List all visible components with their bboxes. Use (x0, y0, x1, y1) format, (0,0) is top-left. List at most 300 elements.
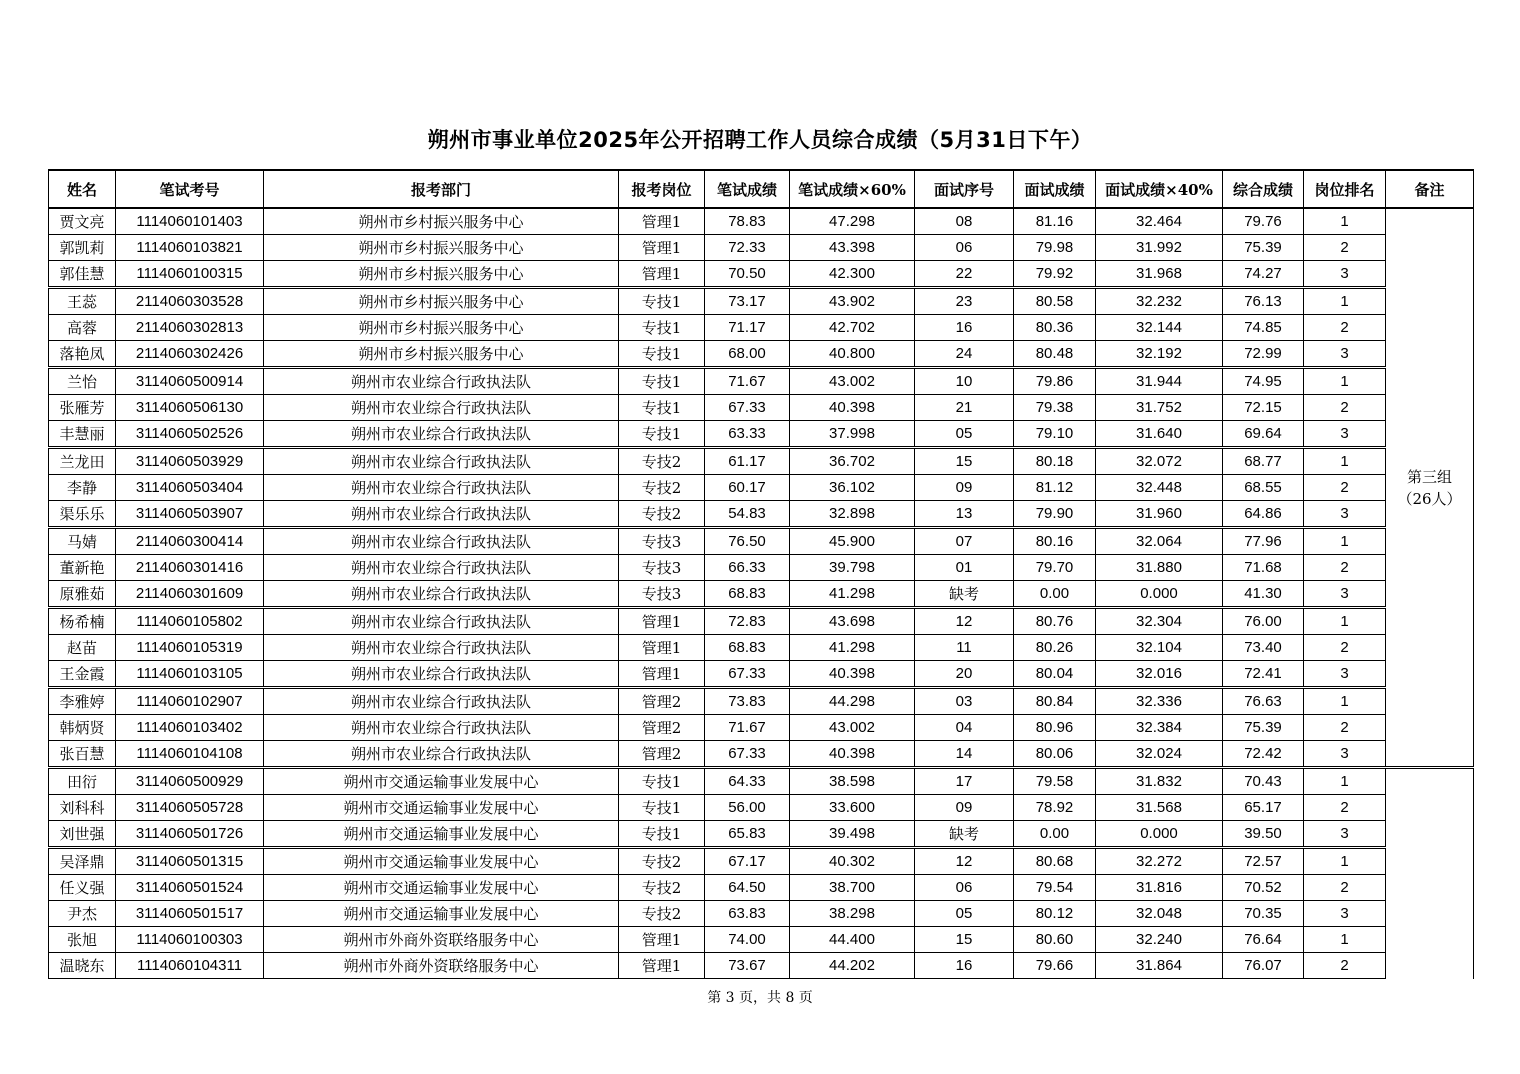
cell-name: 张百慧 (49, 741, 116, 768)
cell-department: 朔州市乡村振兴服务中心 (264, 288, 619, 315)
cell-written-weighted: 43.902 (790, 288, 915, 315)
cell-written-weighted: 38.298 (790, 901, 915, 927)
cell-position: 管理1 (619, 208, 705, 235)
cell-department: 朔州市农业综合行政执法队 (264, 715, 619, 741)
cell-department: 朔州市乡村振兴服务中心 (264, 261, 619, 288)
cell-total-score: 76.13 (1223, 288, 1304, 315)
cell-exam-id: 1114060101403 (116, 208, 264, 235)
cell-written-score: 70.50 (705, 261, 790, 288)
cell-interview-score: 80.48 (1014, 341, 1096, 368)
cell-rank: 3 (1304, 661, 1386, 688)
cell-total-score: 70.43 (1223, 768, 1304, 795)
cell-written-weighted: 38.700 (790, 875, 915, 901)
cell-written-weighted: 40.398 (790, 741, 915, 768)
cell-interview-weighted: 32.384 (1096, 715, 1223, 741)
cell-department: 朔州市农业综合行政执法队 (264, 661, 619, 688)
cell-position: 管理1 (619, 235, 705, 261)
cell-interview-order: 17 (915, 768, 1014, 795)
cell-department: 朔州市外商外资联络服务中心 (264, 953, 619, 979)
table-row (49, 688, 1474, 715)
cell-interview-order: 15 (915, 927, 1014, 953)
cell-total-score: 68.55 (1223, 475, 1304, 501)
cell-interview-order: 10 (915, 368, 1014, 395)
cell-interview-score: 80.06 (1014, 741, 1096, 768)
cell-written-score: 65.83 (705, 821, 790, 848)
cell-interview-weighted: 31.992 (1096, 235, 1223, 261)
cell-written-score: 64.33 (705, 768, 790, 795)
cell-written-weighted: 43.002 (790, 368, 915, 395)
cell-rank: 1 (1304, 528, 1386, 555)
cell-exam-id: 2114060301609 (116, 581, 264, 608)
cell-exam-id: 1114060100315 (116, 261, 264, 288)
cell-name: 渠乐乐 (49, 501, 116, 528)
table-row (49, 288, 1474, 315)
cell-interview-order: 14 (915, 741, 1014, 768)
cell-rank: 3 (1304, 501, 1386, 528)
cell-rank: 2 (1304, 475, 1386, 501)
cell-interview-score: 80.58 (1014, 288, 1096, 315)
cell-interview-weighted: 32.024 (1096, 741, 1223, 768)
table-row (49, 555, 1474, 581)
group-note-label: 第三组 (1406, 467, 1452, 486)
cell-interview-order: 11 (915, 635, 1014, 661)
cell-interview-weighted: 32.448 (1096, 475, 1223, 501)
cell-exam-id: 3114060501315 (116, 848, 264, 875)
cell-written-score: 72.83 (705, 608, 790, 635)
table-row (49, 501, 1474, 528)
cell-position: 专技2 (619, 475, 705, 501)
cell-total-score: 71.68 (1223, 555, 1304, 581)
cell-interview-score: 80.26 (1014, 635, 1096, 661)
cell-name: 丰慧丽 (49, 421, 116, 448)
cell-department: 朔州市交通运输事业发展中心 (264, 821, 619, 848)
cell-exam-id: 1114060103821 (116, 235, 264, 261)
cell-exam-id: 3114060501524 (116, 875, 264, 901)
cell-exam-id: 3114060505728 (116, 795, 264, 821)
cell-position: 专技1 (619, 821, 705, 848)
cell-name: 韩炳贤 (49, 715, 116, 741)
cell-total-score: 72.99 (1223, 341, 1304, 368)
cell-interview-weighted: 31.752 (1096, 395, 1223, 421)
cell-exam-id: 2114060302813 (116, 315, 264, 341)
cell-total-score: 75.39 (1223, 715, 1304, 741)
cell-written-weighted: 44.400 (790, 927, 915, 953)
cell-written-score: 56.00 (705, 795, 790, 821)
cell-written-weighted: 39.798 (790, 555, 915, 581)
header-name: 姓名 (49, 170, 116, 208)
cell-total-score: 68.77 (1223, 448, 1304, 475)
table-row (49, 848, 1474, 875)
cell-written-score: 63.83 (705, 901, 790, 927)
cell-total-score: 73.40 (1223, 635, 1304, 661)
cell-name: 尹杰 (49, 901, 116, 927)
cell-written-score: 78.83 (705, 208, 790, 235)
cell-interview-score: 81.12 (1014, 475, 1096, 501)
header-rank: 岗位排名 (1304, 170, 1386, 208)
cell-interview-score: 80.60 (1014, 927, 1096, 953)
table-row (49, 448, 1474, 475)
cell-department: 朔州市乡村振兴服务中心 (264, 315, 619, 341)
cell-interview-weighted: 31.960 (1096, 501, 1223, 528)
cell-interview-weighted: 32.072 (1096, 448, 1223, 475)
table-row (49, 261, 1474, 288)
table-row (49, 875, 1474, 901)
cell-department: 朔州市农业综合行政执法队 (264, 395, 619, 421)
table-row (49, 608, 1474, 635)
cell-exam-id: 2114060302426 (116, 341, 264, 368)
cell-interview-score: 79.86 (1014, 368, 1096, 395)
cell-interview-weighted: 31.816 (1096, 875, 1223, 901)
cell-written-score: 60.17 (705, 475, 790, 501)
cell-written-weighted: 47.298 (790, 208, 915, 235)
cell-exam-id: 3114060506130 (116, 395, 264, 421)
cell-department: 朔州市农业综合行政执法队 (264, 741, 619, 768)
cell-total-score: 74.27 (1223, 261, 1304, 288)
cell-exam-id: 1114060104311 (116, 953, 264, 979)
cell-name: 郭凯莉 (49, 235, 116, 261)
cell-total-score: 70.52 (1223, 875, 1304, 901)
cell-department: 朔州市农业综合行政执法队 (264, 555, 619, 581)
cell-interview-score: 80.16 (1014, 528, 1096, 555)
cell-interview-score: 80.12 (1014, 901, 1096, 927)
cell-rank: 2 (1304, 715, 1386, 741)
cell-interview-weighted: 32.048 (1096, 901, 1223, 927)
cell-name: 任义强 (49, 875, 116, 901)
cell-written-score: 67.33 (705, 741, 790, 768)
cell-department: 朔州市交通运输事业发展中心 (264, 768, 619, 795)
cell-interview-order: 15 (915, 448, 1014, 475)
cell-department: 朔州市交通运输事业发展中心 (264, 901, 619, 927)
cell-exam-id: 3114060502526 (116, 421, 264, 448)
cell-rank: 1 (1304, 927, 1386, 953)
cell-total-score: 77.96 (1223, 528, 1304, 555)
cell-position: 管理1 (619, 661, 705, 688)
cell-interview-score: 79.70 (1014, 555, 1096, 581)
cell-rank: 2 (1304, 635, 1386, 661)
cell-written-score: 71.17 (705, 315, 790, 341)
cell-interview-order: 12 (915, 848, 1014, 875)
cell-rank: 3 (1304, 261, 1386, 288)
cell-written-score: 54.83 (705, 501, 790, 528)
cell-exam-id: 1114060103105 (116, 661, 264, 688)
cell-total-score: 76.00 (1223, 608, 1304, 635)
table-body (49, 208, 1474, 979)
table-row (49, 715, 1474, 741)
table-row (49, 927, 1474, 953)
header-department: 报考部门 (264, 170, 619, 208)
cell-interview-order: 21 (915, 395, 1014, 421)
cell-name: 郭佳慧 (49, 261, 116, 288)
cell-rank: 1 (1304, 368, 1386, 395)
cell-written-weighted: 41.298 (790, 635, 915, 661)
cell-written-score: 73.67 (705, 953, 790, 979)
group-note-3 (1386, 208, 1474, 768)
header-interview-weighted: 面试成绩×40% (1096, 170, 1223, 208)
cell-total-score: 70.35 (1223, 901, 1304, 927)
cell-rank: 1 (1304, 848, 1386, 875)
group-note-count: （26人） (1397, 489, 1462, 508)
cell-rank: 1 (1304, 288, 1386, 315)
header-written-weighted: 笔试成绩×60% (790, 170, 915, 208)
cell-position: 专技2 (619, 848, 705, 875)
cell-position: 专技1 (619, 768, 705, 795)
cell-written-weighted: 42.300 (790, 261, 915, 288)
table-row (49, 341, 1474, 368)
cell-name: 李静 (49, 475, 116, 501)
cell-written-score: 72.33 (705, 235, 790, 261)
table-row (49, 768, 1474, 795)
cell-exam-id: 2114060300414 (116, 528, 264, 555)
cell-written-score: 73.17 (705, 288, 790, 315)
cell-total-score: 72.42 (1223, 741, 1304, 768)
cell-total-score: 72.57 (1223, 848, 1304, 875)
cell-written-weighted: 45.900 (790, 528, 915, 555)
cell-interview-order: 08 (915, 208, 1014, 235)
table-row (49, 368, 1474, 395)
cell-total-score: 76.63 (1223, 688, 1304, 715)
cell-written-score: 67.33 (705, 661, 790, 688)
cell-exam-id: 3114060501726 (116, 821, 264, 848)
cell-interview-weighted: 32.104 (1096, 635, 1223, 661)
cell-department: 朔州市乡村振兴服务中心 (264, 208, 619, 235)
cell-written-weighted: 38.598 (790, 768, 915, 795)
table-row (49, 661, 1474, 688)
cell-name: 田衍 (49, 768, 116, 795)
cell-exam-id: 1114060104108 (116, 741, 264, 768)
cell-name: 吴泽鼎 (49, 848, 116, 875)
cell-exam-id: 1114060105319 (116, 635, 264, 661)
cell-rank: 1 (1304, 688, 1386, 715)
cell-name: 高蓉 (49, 315, 116, 341)
cell-interview-score: 80.18 (1014, 448, 1096, 475)
cell-exam-id: 3114060503929 (116, 448, 264, 475)
cell-interview-order: 24 (915, 341, 1014, 368)
cell-written-score: 61.17 (705, 448, 790, 475)
cell-interview-score: 79.90 (1014, 501, 1096, 528)
cell-interview-order: 05 (915, 901, 1014, 927)
cell-rank: 2 (1304, 875, 1386, 901)
table-row (49, 208, 1474, 235)
cell-written-score: 76.50 (705, 528, 790, 555)
cell-position: 管理1 (619, 261, 705, 288)
cell-name: 贾文亮 (49, 208, 116, 235)
cell-interview-weighted: 31.568 (1096, 795, 1223, 821)
cell-interview-weighted: 32.232 (1096, 288, 1223, 315)
cell-total-score: 39.50 (1223, 821, 1304, 848)
table-row (49, 741, 1474, 768)
cell-position: 管理1 (619, 927, 705, 953)
cell-name: 董新艳 (49, 555, 116, 581)
cell-department: 朔州市农业综合行政执法队 (264, 501, 619, 528)
cell-exam-id: 3114060503907 (116, 501, 264, 528)
cell-total-score: 76.07 (1223, 953, 1304, 979)
cell-written-score: 71.67 (705, 368, 790, 395)
cell-department: 朔州市农业综合行政执法队 (264, 421, 619, 448)
cell-exam-id: 3114060500929 (116, 768, 264, 795)
cell-position: 专技2 (619, 448, 705, 475)
cell-interview-weighted: 31.944 (1096, 368, 1223, 395)
cell-written-weighted: 41.298 (790, 581, 915, 608)
score-table (48, 169, 1474, 979)
cell-interview-weighted: 32.144 (1096, 315, 1223, 341)
cell-interview-order: 04 (915, 715, 1014, 741)
cell-interview-weighted: 0.000 (1096, 581, 1223, 608)
cell-interview-weighted: 32.240 (1096, 927, 1223, 953)
cell-interview-order: 缺考 (915, 821, 1014, 848)
cell-total-score: 74.95 (1223, 368, 1304, 395)
table-row (49, 795, 1474, 821)
cell-interview-weighted: 31.968 (1096, 261, 1223, 288)
cell-written-weighted: 42.702 (790, 315, 915, 341)
cell-department: 朔州市外商外资联络服务中心 (264, 927, 619, 953)
cell-exam-id: 3114060501517 (116, 901, 264, 927)
cell-written-weighted: 44.202 (790, 953, 915, 979)
cell-written-weighted: 36.102 (790, 475, 915, 501)
cell-department: 朔州市交通运输事业发展中心 (264, 875, 619, 901)
cell-name: 张雁芳 (49, 395, 116, 421)
cell-interview-score: 79.10 (1014, 421, 1096, 448)
cell-written-score: 63.33 (705, 421, 790, 448)
cell-interview-order: 13 (915, 501, 1014, 528)
cell-interview-score: 81.16 (1014, 208, 1096, 235)
cell-department: 朔州市农业综合行政执法队 (264, 448, 619, 475)
cell-position: 专技1 (619, 288, 705, 315)
cell-interview-weighted: 31.880 (1096, 555, 1223, 581)
cell-department: 朔州市农业综合行政执法队 (264, 581, 619, 608)
cell-interview-weighted: 32.336 (1096, 688, 1223, 715)
table-row (49, 635, 1474, 661)
cell-department: 朔州市交通运输事业发展中心 (264, 795, 619, 821)
cell-written-score: 73.83 (705, 688, 790, 715)
cell-total-score: 76.64 (1223, 927, 1304, 953)
cell-rank: 1 (1304, 768, 1386, 795)
cell-interview-score: 80.96 (1014, 715, 1096, 741)
cell-interview-weighted: 31.640 (1096, 421, 1223, 448)
header-exam-id: 笔试考号 (116, 170, 264, 208)
cell-written-score: 67.33 (705, 395, 790, 421)
cell-department: 朔州市交通运输事业发展中心 (264, 848, 619, 875)
cell-position: 管理2 (619, 688, 705, 715)
cell-interview-order: 22 (915, 261, 1014, 288)
table-row (49, 528, 1474, 555)
cell-position: 专技1 (619, 341, 705, 368)
cell-interview-order: 20 (915, 661, 1014, 688)
cell-total-score: 41.30 (1223, 581, 1304, 608)
cell-written-score: 66.33 (705, 555, 790, 581)
cell-total-score: 72.15 (1223, 395, 1304, 421)
header-interview-order: 面试序号 (915, 170, 1014, 208)
header-notes: 备注 (1386, 170, 1474, 208)
cell-rank: 2 (1304, 395, 1386, 421)
cell-rank: 2 (1304, 555, 1386, 581)
cell-rank: 3 (1304, 421, 1386, 448)
cell-interview-score: 79.38 (1014, 395, 1096, 421)
cell-interview-score: 79.58 (1014, 768, 1096, 795)
cell-position: 专技3 (619, 581, 705, 608)
cell-interview-score: 80.76 (1014, 608, 1096, 635)
cell-interview-order: 12 (915, 608, 1014, 635)
cell-interview-order: 01 (915, 555, 1014, 581)
cell-interview-order: 03 (915, 688, 1014, 715)
cell-name: 张旭 (49, 927, 116, 953)
cell-exam-id: 3114060503404 (116, 475, 264, 501)
cell-interview-weighted: 0.000 (1096, 821, 1223, 848)
cell-rank: 3 (1304, 341, 1386, 368)
cell-interview-score: 0.00 (1014, 581, 1096, 608)
cell-interview-weighted: 32.304 (1096, 608, 1223, 635)
cell-name: 刘世强 (49, 821, 116, 848)
cell-exam-id: 1114060100303 (116, 927, 264, 953)
cell-exam-id: 2114060301416 (116, 555, 264, 581)
cell-total-score: 69.64 (1223, 421, 1304, 448)
cell-position: 专技1 (619, 368, 705, 395)
cell-interview-score: 78.92 (1014, 795, 1096, 821)
cell-interview-order: 23 (915, 288, 1014, 315)
cell-name: 兰龙田 (49, 448, 116, 475)
cell-interview-weighted: 32.064 (1096, 528, 1223, 555)
cell-interview-order: 09 (915, 795, 1014, 821)
cell-position: 管理1 (619, 635, 705, 661)
cell-interview-score: 79.98 (1014, 235, 1096, 261)
cell-rank: 2 (1304, 235, 1386, 261)
cell-department: 朔州市农业综合行政执法队 (264, 635, 619, 661)
cell-exam-id: 3114060500914 (116, 368, 264, 395)
header-row (49, 170, 1474, 208)
cell-interview-order: 05 (915, 421, 1014, 448)
cell-interview-score: 80.36 (1014, 315, 1096, 341)
cell-department: 朔州市农业综合行政执法队 (264, 368, 619, 395)
cell-position: 专技1 (619, 315, 705, 341)
cell-position: 专技3 (619, 528, 705, 555)
cell-name: 兰怡 (49, 368, 116, 395)
cell-interview-order: 09 (915, 475, 1014, 501)
cell-written-weighted: 44.298 (790, 688, 915, 715)
cell-exam-id: 2114060303528 (116, 288, 264, 315)
cell-position: 管理1 (619, 953, 705, 979)
cell-written-weighted: 40.302 (790, 848, 915, 875)
cell-total-score: 79.76 (1223, 208, 1304, 235)
cell-interview-score: 80.04 (1014, 661, 1096, 688)
cell-rank: 1 (1304, 208, 1386, 235)
cell-interview-weighted: 32.464 (1096, 208, 1223, 235)
cell-written-score: 71.67 (705, 715, 790, 741)
cell-written-score: 67.17 (705, 848, 790, 875)
cell-position: 专技2 (619, 875, 705, 901)
cell-written-weighted: 37.998 (790, 421, 915, 448)
cell-written-weighted: 39.498 (790, 821, 915, 848)
cell-written-score: 68.00 (705, 341, 790, 368)
cell-rank: 2 (1304, 953, 1386, 979)
cell-name: 马婧 (49, 528, 116, 555)
cell-rank: 3 (1304, 901, 1386, 927)
cell-name: 杨希楠 (49, 608, 116, 635)
cell-rank: 2 (1304, 795, 1386, 821)
cell-interview-weighted: 31.864 (1096, 953, 1223, 979)
cell-total-score: 65.17 (1223, 795, 1304, 821)
cell-written-score: 64.50 (705, 875, 790, 901)
header-position: 报考岗位 (619, 170, 705, 208)
cell-exam-id: 1114060102907 (116, 688, 264, 715)
table-row (49, 475, 1474, 501)
cell-department: 朔州市乡村振兴服务中心 (264, 235, 619, 261)
cell-total-score: 72.41 (1223, 661, 1304, 688)
cell-position: 专技2 (619, 501, 705, 528)
cell-name: 温晓东 (49, 953, 116, 979)
cell-interview-score: 0.00 (1014, 821, 1096, 848)
header-total-score: 综合成绩 (1223, 170, 1304, 208)
cell-position: 专技1 (619, 395, 705, 421)
cell-name: 刘科科 (49, 795, 116, 821)
